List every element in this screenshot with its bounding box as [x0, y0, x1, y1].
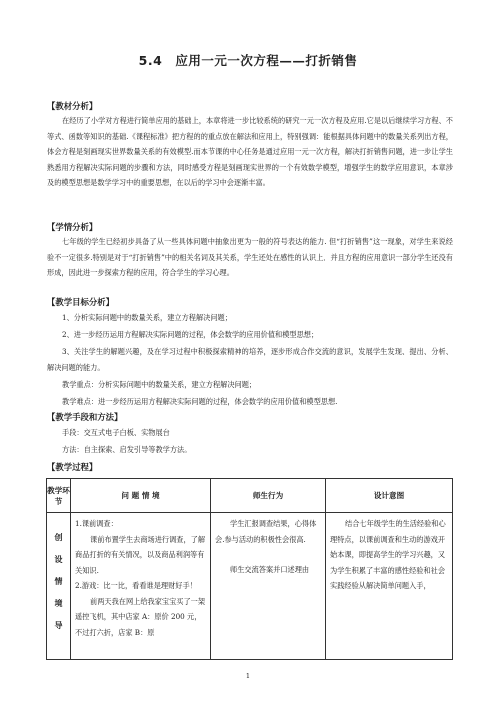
header-intent: 设计意图: [326, 479, 453, 513]
intent-text: 结合七年级学生的生活经验和心理特点，以课前调查和生动的游戏开始本课，即提高学生的学习兴趣，又为学生积累了丰富的感性经验和社会实践经验从解决简单问题入手，: [330, 519, 446, 590]
section-heading-textbook: 【教材分析】: [47, 101, 98, 111]
goal-item: 1、分析实际问题中的数量关系，建立方程解决问题；: [62, 313, 232, 322]
goal-item: 2、进一步经历运用方程解决实际问题的过程，体会数学的应用价值和模型思想；: [62, 330, 319, 339]
header-behavior: 师生行为: [211, 479, 326, 513]
header-scene: 问 题 情 境: [71, 479, 211, 513]
difficulty-text: 教学难点：进一步经历运用方程解决实际问题的过程，体会数学的应用价值和模型思想.: [62, 397, 338, 406]
behavior-line: 学生汇报调查结果，心得体会.参与活动的积极性会很高.: [215, 519, 317, 544]
goal-item: 3、关注学生的解题兴趣，及在学习过程中积极探索精神的培养，逐步形成合作交流的意识，发展学生发现、提出、分析、解决问题的能力。: [47, 347, 453, 372]
scene-line: 课前布置学生去商场进行调查，了解商品打折的有关情况，以及商品利润等有关知识.: [75, 534, 206, 575]
section-heading-goals: 【教学目标分析】: [47, 297, 114, 307]
page-number: 1: [245, 672, 251, 680]
key-point-text: 教学重点：分析实际问题中的数量关系，建立方程解决问题；: [62, 380, 257, 389]
lesson-process-table: [46, 478, 453, 660]
table-header-row: [47, 479, 453, 513]
table-row: [47, 513, 453, 660]
textbook-analysis-text: 在经历了小学对方程进行简单应用的基础上，本章将进一步比较系统的研究一元一次方程及应用.它是以后继续学习方程、不等式、函数等知识的基础.《课程标准》把方程的的重点放在解法和应用上，特别强调：能根据具体问题中的数量关系列出方程，体会方程是刻画现实世界数量关系的有效模型.而本节课的中心任务是通过应用一元一次方程，解决打折销售问题，进一步让学生熟悉用方程解决实际问题的步骤和方法，同时感受方程是刻画现实世界的一个有效数学模型，增强学生的数学应用意识，本章涉及的模型思想是数学学习中的重要思想，在以后的学习中会逐渐丰富。: [47, 116, 453, 187]
stage-label: 创 设 情 境 导: [54, 533, 63, 630]
page-title: 5.4 应用一元一次方程——打折销售: [138, 53, 358, 68]
section-heading-students: 【学情分析】: [47, 222, 98, 232]
section-heading-means: 【教学手段和方法】: [47, 412, 123, 422]
header-stage: 教学环节: [47, 479, 71, 513]
scene-line: 前两天我在网上给我家宝宝买了一架遥控飞机，其中店家 A：原价 200 元，不过打六折，店家 B：原: [75, 596, 206, 637]
teaching-tools-text: 手段：交互式电子白板、实物展台: [62, 428, 170, 437]
scene-line: 2.游戏：比一比，看看谁是理财好手！: [75, 581, 197, 590]
teaching-methods-text: 方法：自主探索、启发引导等教学方法。: [62, 445, 192, 454]
student-analysis-text: 七年级的学生已经初步具备了从一些具体问题中抽象出更为一般的符号表达的能力. 但“打折销售”这一现象，对学生来说经验不一定很多.特别是对于“打折销售”中的相关名词及其关系，学生还处在感性的认识上．并且方程的应用意识一部分学生还没有形成，因此进一步探索方程的应用，符合学生的学习心理。: [47, 237, 453, 277]
scene-line: 1.课前调查：: [75, 519, 118, 528]
behavior-line: 师生交流答案并口述理由: [230, 565, 310, 574]
section-heading-process: 【教学过程】: [47, 462, 98, 472]
